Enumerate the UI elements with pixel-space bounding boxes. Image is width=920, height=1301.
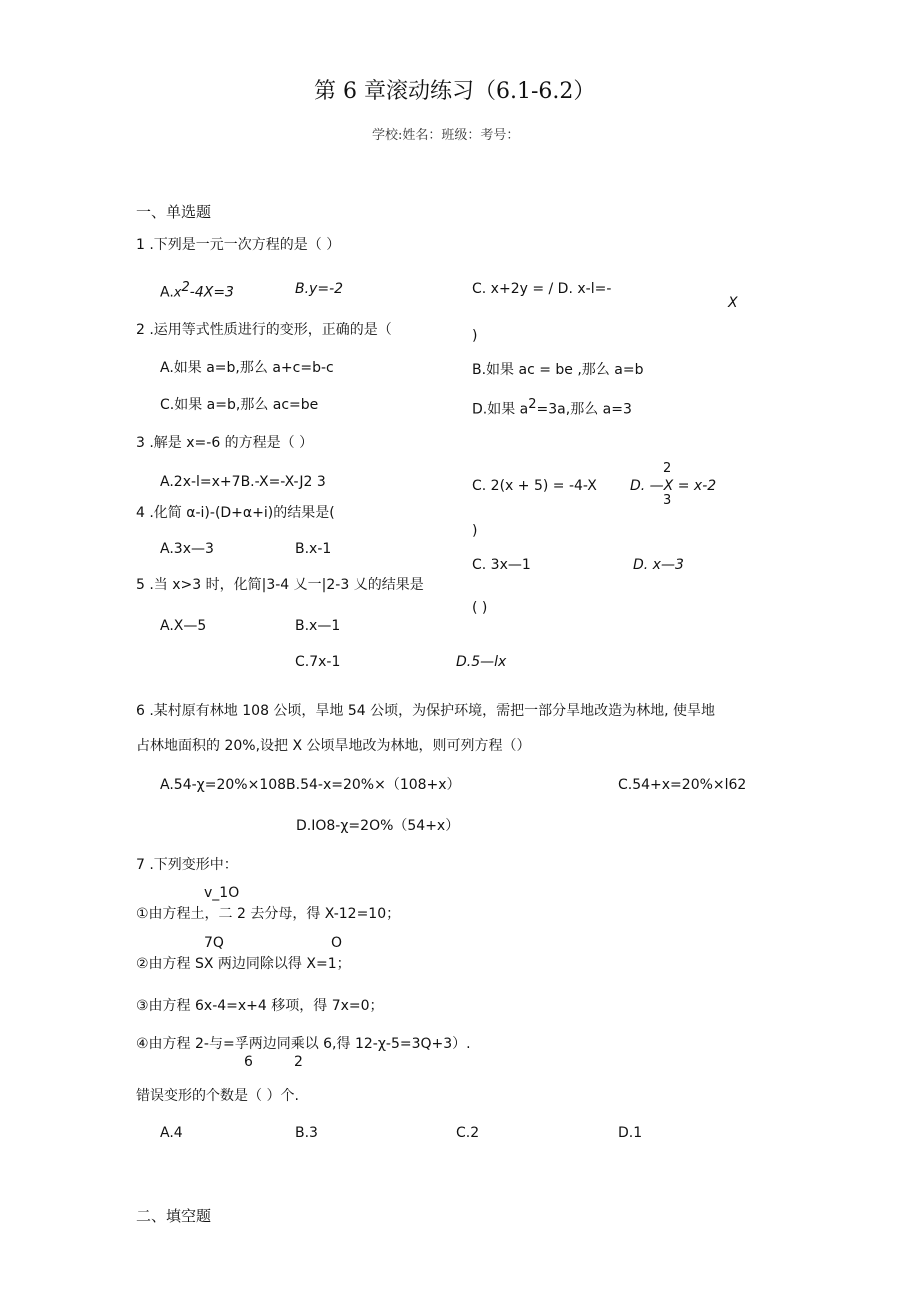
q2-stem: 2 .运用等式性质进行的变形，正确的是（	[136, 322, 392, 338]
q4-stem: 4 .化简 α-i)-(D+α+i)的结果是(	[136, 505, 335, 521]
q3-option-a-b: A.2x-l=x+7B.-X=-X-J2 3	[160, 474, 326, 490]
q2-option-c: C.如果 a=b,那么 ac=be	[160, 397, 319, 413]
q5-option-d: D.5—lx	[456, 654, 507, 670]
q7-item4-denominator-b: 2	[294, 1054, 303, 1070]
q2-option-d-post: =3a,那么 a=3	[536, 401, 632, 418]
q4-option-d: D. x—3	[633, 557, 684, 573]
header-fields: 学校:姓名：班级：考号：	[372, 128, 520, 143]
q4-paren: )	[472, 523, 478, 539]
q7-item3: ③由方程 6x-4=x+4 移项，得 7x=0；	[136, 998, 384, 1014]
q7-item1: ①由方程土，二 2 去分母，得 X-12=10；	[136, 906, 401, 922]
q4-option-c: C. 3x—1	[472, 557, 531, 573]
q1-option-a-exponent: 2	[181, 280, 190, 295]
q5-stem: 5 .当 x>3 时，化简|3-4 乂一|2-3 乂的结果是	[136, 577, 424, 593]
q6-stem-line1: 6 .某村原有林地 108 公顷，旱地 54 公顷，为保护环境，需把一部分旱地改造为林地, 使旱地	[136, 703, 716, 719]
q2-option-d-exponent: 2	[528, 397, 537, 412]
q4-option-b: B.x-1	[295, 541, 332, 557]
q7-option-c: C.2	[456, 1125, 480, 1141]
q7-stem: 7 .下列变形中：	[136, 857, 238, 873]
q1-option-d-extra: X	[728, 295, 738, 311]
q4-option-a: A.3x—3	[160, 541, 214, 557]
q7-option-b: B.3	[295, 1125, 318, 1141]
q5-option-c: C.7x-1	[295, 654, 341, 670]
q3-option-c: C. 2(x + 5) = -4-X	[472, 478, 597, 494]
q5-option-b: B.x—1	[295, 618, 341, 634]
q1-stem: 1 .下列是一元一次方程的是（ ）	[136, 237, 341, 253]
section-single-choice-heading: 一、单选题	[136, 203, 212, 221]
q1-option-a	[160, 279, 234, 303]
q5-option-a: A.X—5	[160, 618, 207, 634]
q6-option-a-b: A.54-χ=20%×108B.54-x=20%×（108+x）	[160, 777, 461, 793]
q2-option-b: B.如果 ac = be ,那么 a=b	[472, 362, 644, 378]
q2-option-a: A.如果 a=b,那么 a+c=b-c	[160, 360, 334, 376]
q3-option-d: D. —X = x-2	[630, 478, 717, 494]
q7-item2: ②由方程 SX 两边同除以得 X=1；	[136, 956, 351, 972]
q7-item1-numerator: v_1O	[204, 885, 240, 901]
q6-option-d: D.IO8-χ=2O%（54+x）	[296, 818, 460, 834]
q7-option-d: D.1	[618, 1125, 643, 1141]
q1-option-c-d: C. x+2y = / D. x-l=-	[472, 281, 612, 297]
q7-option-a: A.4	[160, 1125, 183, 1141]
q6-option-c: C.54+x=20%×l62	[618, 777, 747, 793]
q1-option-b: B.y=-2	[295, 281, 344, 297]
q1-option-a-var: x	[173, 285, 182, 301]
q2-option-d-pre: D.如果 a	[472, 401, 529, 418]
q7-item4: ④由方程 2-与=孚两边同乘以 6,得 12-χ-5=3Q+3）.	[136, 1036, 471, 1052]
q7-question: 错误变形的个数是（ ）个.	[136, 1088, 299, 1104]
page-title: 第 6 章滚动练习（6.1-6.2）	[314, 79, 596, 104]
q6-stem-line2: 占林地面积的 20%,设把 X 公顷旱地改为林地，则可列方程（）	[136, 738, 531, 754]
q7-item2-top-a: 7Q	[204, 935, 224, 951]
q2-paren: )	[472, 328, 478, 344]
q1-option-a-rest: -4X=3	[189, 284, 234, 301]
q7-item2-top-b: O	[331, 935, 343, 951]
section-fill-blank-heading: 二、填空题	[136, 1207, 212, 1225]
q2-option-d	[472, 396, 632, 419]
q5-paren: ( )	[472, 600, 488, 616]
q1-option-a-label: A.	[160, 284, 174, 301]
q3-option-d-numerator: 2	[663, 461, 672, 476]
q7-item4-denominator-a: 6	[244, 1054, 253, 1070]
q3-stem: 3 .解是 x=-6 的方程是（ ）	[136, 435, 314, 451]
q3-option-d-denominator: 3	[663, 493, 672, 508]
